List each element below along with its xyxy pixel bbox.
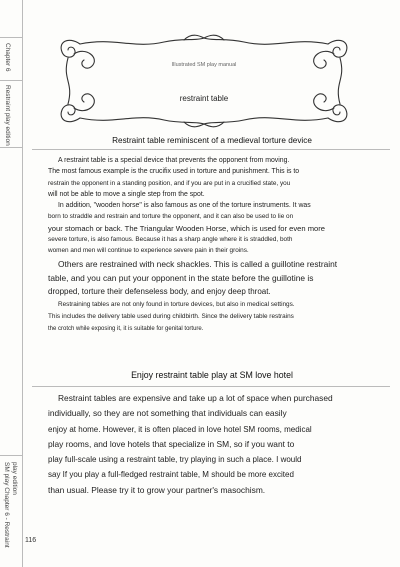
paragraph-line: will not be able to move a single step from the spot.	[48, 190, 205, 198]
paragraph-line: born to straddle and restrain and torture the opponent, and it can also be used to lie on	[48, 213, 294, 221]
paragraph-line: women and men will continue to experience severe pain in their groins.	[48, 247, 249, 255]
frame-caption: Illustrated SM play manual	[171, 62, 237, 68]
paragraph-line: your stomach or back. The Triangular Wooden Horse, which is used for even more	[48, 223, 326, 233]
paragraph-line: Others are restrained with neck shackles. This is called a guillotine restraint	[58, 258, 338, 269]
paragraph-line: table, and you can put your opponent in the state before the guillotine is	[48, 272, 314, 283]
paragraph-line: A restraint table is a special device that prevents the opponent from moving.	[58, 157, 290, 164]
paragraph-line: In addition, "wooden horse" is also famous as one of the torture instruments. It was	[58, 202, 311, 210]
paragraph-line: individually, so they are not something that individuals can easily	[48, 408, 287, 419]
paragraph-line: enjoy at home. However, it is often placed in love hotel SM rooms, medical	[48, 424, 312, 434]
paragraph-line: the crotch while exposing it, it is suitable for genital torture.	[48, 325, 204, 332]
paragraph-line: This includes the delivery table used during childbirth. Since the delivery table restrains	[48, 312, 294, 320]
side-tab-divider	[0, 80, 22, 81]
section-label: Restraint play edition	[4, 85, 11, 146]
ornate-frame-border	[54, 30, 354, 132]
footer-label-line2: play edition	[11, 462, 18, 495]
paragraph-line: restrain the opponent in a standing position, and if you are put in a crucified state, you	[48, 179, 291, 187]
side-tab-divider	[0, 147, 22, 148]
footer-label-line1: SM play Chapter 6 - Restraint	[3, 462, 10, 548]
paragraph-line: play full-scale using a restraint table, try playing in such a place. I would	[48, 455, 302, 465]
paragraph-line: The most famous example is the crucifix used in torture and punishment. This is to	[48, 168, 300, 176]
paragraph-line: Restraint tables are expensive and take up a lot of space when purchased	[58, 393, 333, 403]
paragraph-line: say If you play a full-fledged restraint table, M should be more excited	[48, 470, 294, 480]
paragraph-line: dropped, torture their defenseless body, and enjoy deep throat.	[48, 286, 271, 296]
heading-rule	[32, 386, 390, 387]
ornate-title-frame	[54, 30, 354, 132]
body-text-block	[48, 391, 388, 498]
chapter-label: Chapter 6	[4, 43, 11, 72]
side-tab-divider	[0, 37, 22, 38]
section-heading: Restraint table reminiscent of a medieval torture device	[112, 136, 312, 145]
chapter-side-tab	[0, 0, 23, 567]
body-text-block	[48, 155, 388, 335]
paragraph-line: severe torture, is also famous. Because it has a sharp angle where it is straddled, both	[48, 236, 293, 244]
paragraph-line: than usual. Please try it to grow your partner's masochism.	[48, 484, 266, 495]
section-heading: Enjoy restraint table play at SM love hotel	[131, 370, 293, 380]
frame-title: restraint table	[179, 94, 229, 103]
side-tab-divider	[0, 455, 22, 456]
paragraph-line: play rooms, and love hotels that specialize in SM, so if you want to	[48, 438, 295, 449]
page-number: 116	[25, 537, 37, 544]
heading-rule	[32, 149, 390, 150]
paragraph-line: Restraining tables are not only found in torture devices, but also in medical settings.	[58, 300, 295, 308]
